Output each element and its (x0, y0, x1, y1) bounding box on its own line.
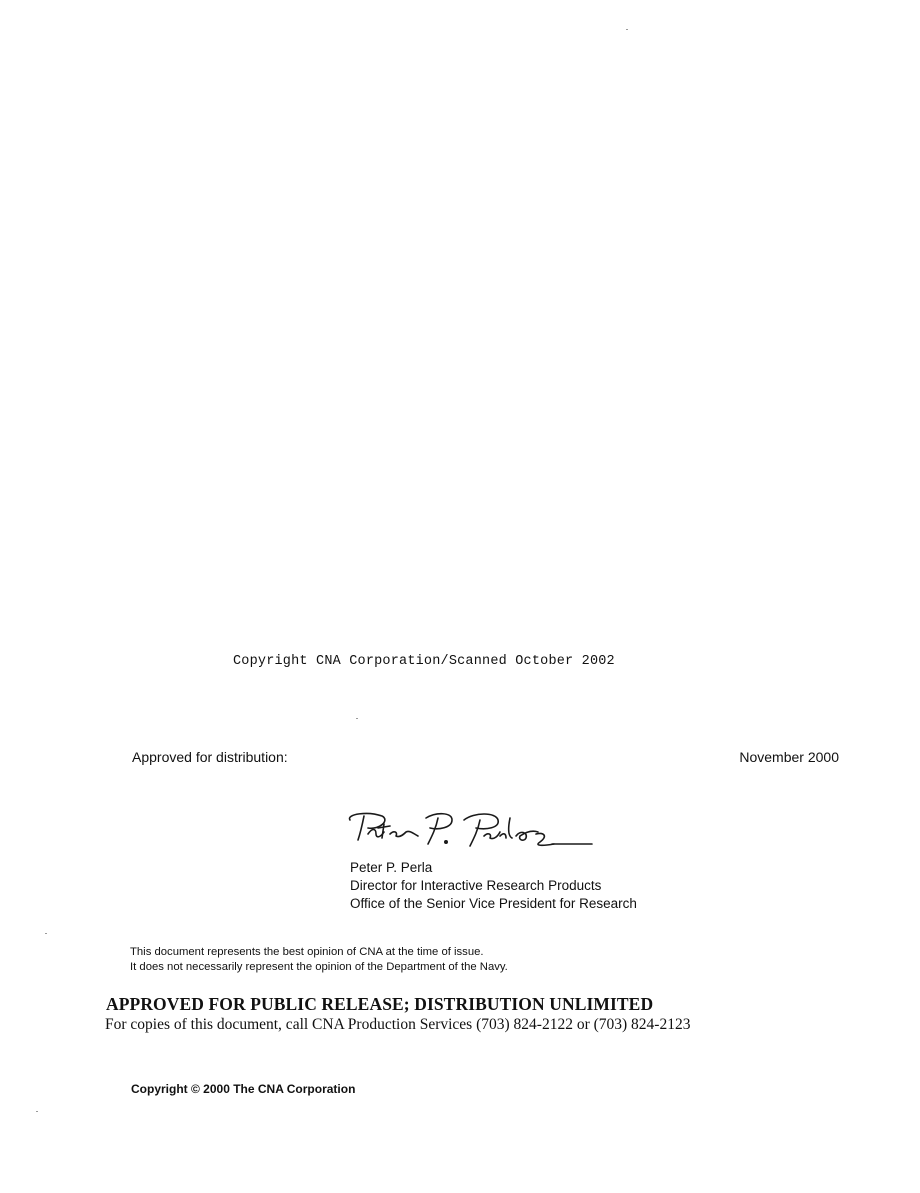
scan-speck (45, 933, 47, 934)
scan-speck (36, 1111, 38, 1112)
disclaimer (130, 945, 508, 975)
signature-image (340, 806, 600, 856)
signer-office: Office of the Senior Vice President for Research (350, 896, 637, 911)
copies-contact: For copies of this document, call CNA Production Services (703) 824-2122 or (703) 824-2123 (105, 1016, 691, 1033)
scan-speck (626, 29, 628, 30)
signer-name: Peter P. Perla (350, 860, 433, 875)
approval-label: Approved for distribution: (132, 749, 288, 765)
signer-block (350, 859, 637, 913)
approval-date: November 2000 (739, 749, 839, 765)
copyright-notice: Copyright © 2000 The CNA Corporation (131, 1082, 356, 1096)
release-statement: APPROVED FOR PUBLIC RELEASE; DISTRIBUTION UNLIMITED (106, 994, 654, 1014)
disclaimer-line: This document represents the best opinion of CNA at the time of issue. (130, 946, 484, 958)
disclaimer-line: It does not necessarily represent the opinion of the Department of the Navy. (130, 961, 508, 973)
signer-title: Director for Interactive Research Products (350, 878, 602, 893)
scan-speck (356, 718, 358, 719)
scan-copyright-notice: Copyright CNA Corporation/Scanned October 2002 (233, 654, 615, 669)
